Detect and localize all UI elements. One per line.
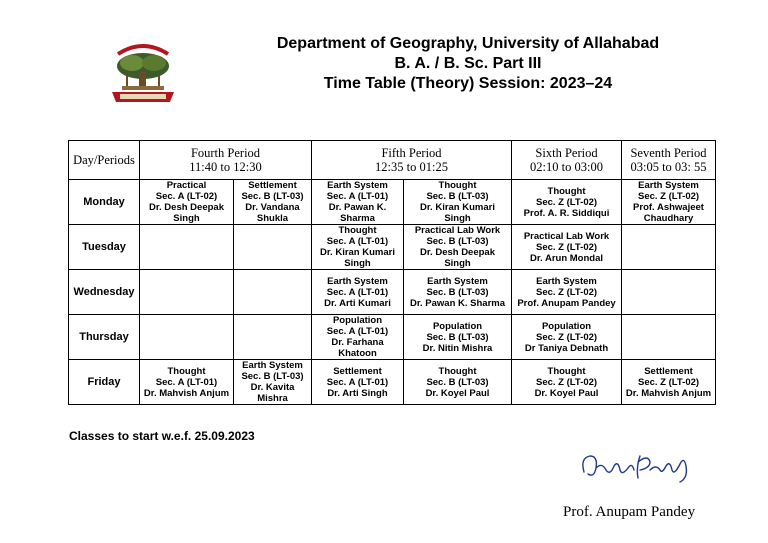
class-cell: Thought Sec. B (LT-03) Dr. Koyel Paul — [404, 360, 512, 405]
day-label: Tuesday — [69, 225, 140, 270]
class-cell: Thought Sec. Z (LT-02) Prof. A. R. Siddiqui — [512, 180, 622, 225]
empty-cell — [234, 270, 312, 315]
department-title: Department of Geography, University of Allahabad — [276, 35, 660, 52]
empty-cell — [622, 225, 716, 270]
class-cell: Thought Sec. Z (LT-02) Dr. Koyel Paul — [512, 360, 622, 405]
university-logo — [104, 36, 182, 106]
class-cell: Settlement Sec. Z (LT-02) Dr. Mahvish Anjum — [622, 360, 716, 405]
empty-cell — [140, 315, 234, 360]
period-header: Fourth Period 11:40 to 12:30 — [140, 141, 312, 180]
class-cell: Practical Lab Work Sec. Z (LT-02) Dr. Arun Mondal — [512, 225, 622, 270]
class-cell: Earth System Sec. B (LT-03) Dr. Kavita Mishra — [234, 360, 312, 405]
document-header — [200, 34, 736, 94]
day-label: Monday — [69, 180, 140, 225]
timetable-title: Time Table (Theory) Session: 2023–24 — [323, 75, 613, 92]
class-cell: Earth System Sec. Z (LT-02) Prof. Ashwajeet Chaudhary — [622, 180, 716, 225]
period-header: Fifth Period 12:35 to 01:25 — [312, 141, 512, 180]
signatory-name: Prof. Anupam Pandey — [563, 504, 696, 520]
class-cell: Settlement Sec. A (LT-01) Dr. Arti Singh — [312, 360, 404, 405]
class-title: B. A. / B. Sc. Part III — [394, 55, 542, 72]
class-cell: Settlement Sec. B (LT-03) Dr. Vandana Shukla — [234, 180, 312, 225]
table-row — [69, 180, 716, 225]
day-label: Thursday — [69, 315, 140, 360]
header-row — [69, 141, 716, 180]
period-header: Sixth Period 02:10 to 03:00 — [512, 141, 622, 180]
table-row — [69, 360, 716, 405]
class-cell: Earth System Sec. B (LT-03) Dr. Pawan K. Sharma — [404, 270, 512, 315]
class-cell: Thought Sec. A (LT-01) Dr. Kiran Kumari Singh — [312, 225, 404, 270]
timetable — [68, 140, 716, 405]
class-cell: Practical Sec. A (LT-02) Dr. Desh Deepak Singh — [140, 180, 234, 225]
class-cell: Earth System Sec. Z (LT-02) Prof. Anupam Pandey — [512, 270, 622, 315]
classes-start-note: Classes to start w.e.f. 25.09.2023 — [69, 429, 255, 443]
empty-cell — [622, 315, 716, 360]
empty-cell — [140, 225, 234, 270]
day-label: Friday — [69, 360, 140, 405]
class-cell: Population Sec. B (LT-03) Dr. Nitin Mishra — [404, 315, 512, 360]
day-label: Wednesday — [69, 270, 140, 315]
class-cell: Population Sec. A (LT-01) Dr. Farhana Khatoon — [312, 315, 404, 360]
empty-cell — [622, 270, 716, 315]
table-row — [69, 315, 716, 360]
class-cell: Earth System Sec. A (LT-01) Dr. Arti Kumari — [312, 270, 404, 315]
table-row — [69, 225, 716, 270]
class-cell: Earth System Sec. A (LT-01) Dr. Pawan K. Sharma — [312, 180, 404, 225]
empty-cell — [140, 270, 234, 315]
class-cell: Thought Sec. B (LT-03) Dr. Kiran Kumari Singh — [404, 180, 512, 225]
class-cell: Population Sec. Z (LT-02) Dr Taniya Debnath — [512, 315, 622, 360]
empty-cell — [234, 225, 312, 270]
empty-cell — [234, 315, 312, 360]
table-row — [69, 270, 716, 315]
class-cell: Practical Lab Work Sec. B (LT-03) Dr. Desh Deepak Singh — [404, 225, 512, 270]
handwritten-signature — [576, 448, 696, 484]
period-header: Seventh Period 03:05 to 03: 55 — [622, 141, 716, 180]
class-cell: Thought Sec. A (LT-01) Dr. Mahvish Anjum — [140, 360, 234, 405]
corner-header: Day/Periods — [69, 141, 140, 180]
